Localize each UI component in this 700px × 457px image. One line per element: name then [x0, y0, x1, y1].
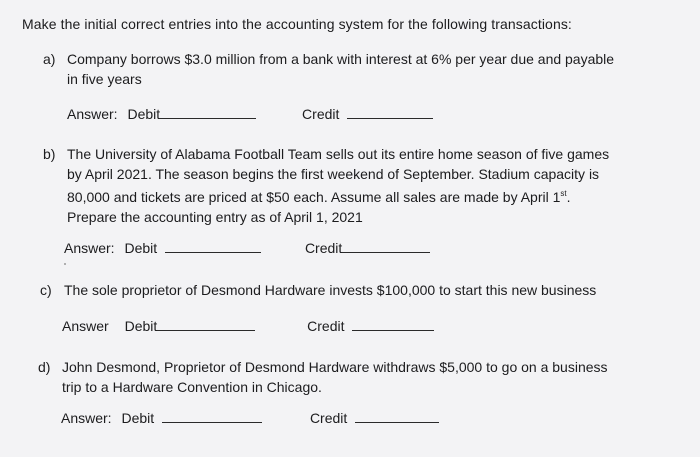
question-a	[43, 50, 683, 90]
debit-label: Debit	[127, 106, 161, 122]
line-end-period: .	[566, 189, 571, 205]
question-line: by April 2021. The season begins the first weekend of September. Stadium capacity is	[67, 165, 600, 182]
question-letter: d)	[38, 359, 51, 375]
ordinal-superscript: st	[560, 189, 567, 198]
question-line: in five years	[67, 70, 142, 87]
credit-label: Credit	[302, 106, 340, 122]
answer-label: Answer:	[61, 410, 112, 426]
credit-blank[interactable]	[347, 106, 433, 119]
credit-blank[interactable]	[352, 318, 434, 331]
question-c	[40, 281, 680, 301]
question-line-with-superscript	[67, 184, 609, 208]
debit-blank[interactable]	[162, 410, 262, 423]
answer-label: Answer	[62, 318, 109, 334]
credit-blank[interactable]	[342, 240, 430, 253]
question-line: Company borrows $3.0 million from a bank with interest at 6% per year due and payable	[67, 51, 615, 67]
question-text	[67, 145, 609, 227]
question-line: The University of Alabama Football Team sells out its entire home season of five games	[67, 146, 610, 162]
stray-mark	[64, 263, 66, 265]
question-b	[43, 145, 683, 225]
question-line: trip to a Hardware Convention in Chicago.	[62, 378, 322, 395]
question-text	[62, 358, 608, 397]
answer-row-a	[67, 106, 433, 122]
question-letter: c)	[40, 282, 52, 298]
answer-row-c	[62, 318, 434, 334]
debit-blank[interactable]	[160, 106, 256, 119]
credit-label: Credit	[304, 240, 343, 256]
answer-label: Answer:	[67, 106, 118, 122]
question-text	[67, 50, 614, 89]
question-line: 80,000 and tickets are priced at $50 each. Assume all sales are made by April 1	[67, 189, 561, 205]
debit-blank[interactable]	[165, 240, 261, 253]
credit-label: Credit	[307, 318, 345, 334]
question-letter: b)	[43, 146, 56, 162]
answer-row-d	[61, 410, 439, 426]
question-letter: a)	[43, 51, 56, 67]
credit-label: Credit	[309, 410, 348, 426]
question-text	[64, 281, 596, 301]
debit-label: Debit	[124, 240, 158, 256]
debit-label: Debit	[124, 318, 158, 334]
answer-label: Answer:	[64, 240, 115, 256]
credit-blank[interactable]	[355, 410, 439, 423]
question-d	[38, 358, 678, 398]
debit-label: Debit	[121, 410, 155, 426]
question-line: Prepare the accounting entry as of April 1, 2021	[67, 208, 363, 225]
question-line: The sole proprietor of Desmond Hardware invests $100,000 to start this new business	[64, 282, 597, 298]
debit-blank[interactable]	[157, 318, 255, 331]
answer-row-b	[64, 240, 430, 256]
question-line: John Desmond, Proprietor of Desmond Hardware withdraws $5,000 to go on a business	[62, 359, 608, 375]
instructions-text: Make the initial correct entries into the accounting system for the following transactions:	[22, 16, 572, 32]
